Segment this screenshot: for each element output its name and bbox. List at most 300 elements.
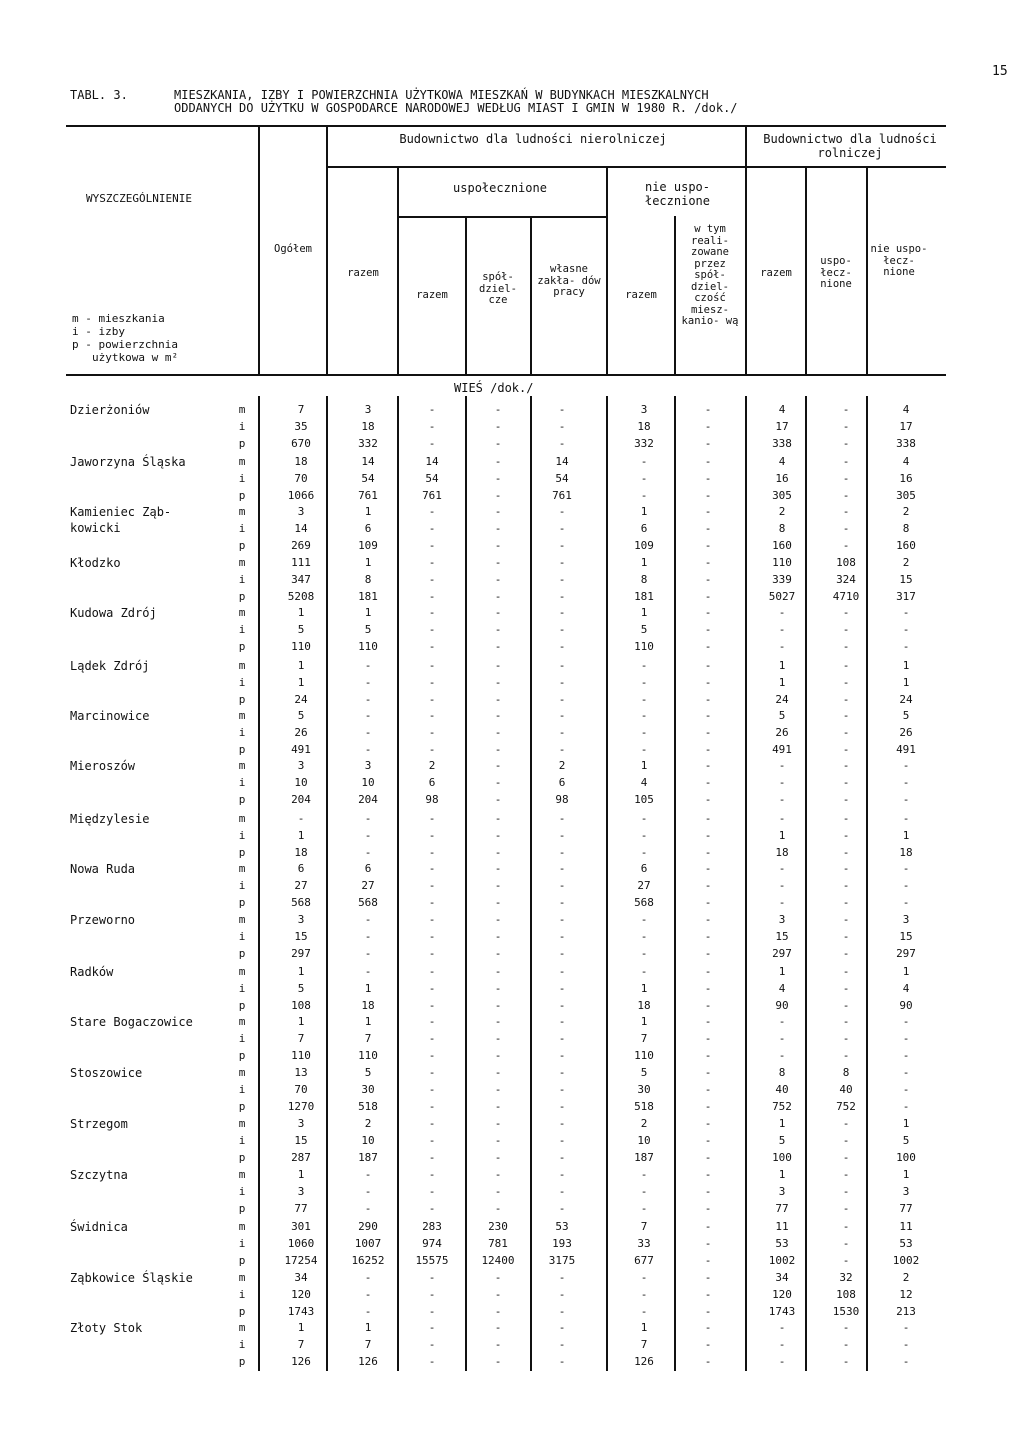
table-cell: - <box>704 709 712 722</box>
table-cell: - <box>494 775 502 789</box>
table-cell: - <box>428 913 436 926</box>
table-cell: - <box>902 1015 910 1028</box>
table-cell: 181 <box>634 589 654 603</box>
table-cell: - <box>842 538 850 552</box>
table-cell: - <box>364 725 372 739</box>
table-cell: 7 <box>640 1220 648 1233</box>
area-name: Stare Bogaczowice <box>70 1015 193 1029</box>
table-cell: - <box>558 1201 566 1215</box>
legend-p: p - powierzchnia <box>72 338 178 351</box>
table-cell: 204 <box>358 792 378 806</box>
table-cell: 2 <box>902 505 910 518</box>
row-code: i <box>238 878 246 892</box>
table-cell: 54 <box>555 471 569 485</box>
table-cell: - <box>494 1321 502 1334</box>
area-name: Dzierżoniów <box>70 403 150 417</box>
table-cell: - <box>842 692 850 706</box>
table-cell: 6 <box>428 775 436 789</box>
row-code: i <box>238 471 246 485</box>
table-cell: - <box>428 725 436 739</box>
table-cell: 53 <box>775 1236 789 1250</box>
row-code: i <box>238 1133 246 1147</box>
table-cell: 2 <box>778 505 786 518</box>
table-cell: - <box>428 436 436 450</box>
table-cell: - <box>494 998 502 1012</box>
table-cell: - <box>494 1168 502 1181</box>
table-cell: - <box>428 589 436 603</box>
table-cell: 1 <box>297 1168 305 1181</box>
table-cell: - <box>778 1048 786 1062</box>
table-cell: - <box>842 878 850 892</box>
table-cell: 1 <box>297 1015 305 1028</box>
table-cell: 120 <box>772 1287 792 1301</box>
table-cell: - <box>428 895 436 909</box>
table-cell: - <box>428 1150 436 1164</box>
row-code: m <box>238 709 246 722</box>
table-cell: 7 <box>297 1031 305 1045</box>
table-cell: 1 <box>778 828 786 842</box>
table-cell: - <box>902 639 910 653</box>
table-cell: - <box>558 403 566 416</box>
table-cell: 1 <box>364 505 372 518</box>
table-cell: - <box>428 521 436 535</box>
table-cell: - <box>558 1304 566 1318</box>
table-cell: - <box>902 1066 910 1079</box>
table-cell: - <box>778 812 786 825</box>
row-code: p <box>238 742 246 756</box>
row-code: p <box>238 946 246 960</box>
table-cell: 1 <box>778 675 786 689</box>
table-cell: - <box>704 1066 712 1079</box>
table-cell: - <box>842 622 850 636</box>
table-cell: 6 <box>364 862 372 875</box>
table-cell: - <box>494 455 502 468</box>
col-header-w-tym: w tym reali- zowane przez spół- dziel- czość miesz- kanio- wą <box>681 223 739 327</box>
table-cell: - <box>364 659 372 672</box>
table-cell: 15 <box>775 929 789 943</box>
col-header-ogolem: Ogółem <box>274 243 312 255</box>
table-cell: 14 <box>425 455 439 468</box>
area-name: Międzylesie <box>70 812 150 826</box>
table-cell: - <box>364 1201 372 1215</box>
table-cell: - <box>428 1082 436 1096</box>
row-code: m <box>238 965 246 978</box>
table-cell: - <box>842 455 850 468</box>
table-cell: - <box>842 1133 850 1147</box>
table-cell: 230 <box>488 1220 508 1233</box>
row-code: p <box>238 589 246 603</box>
table-cell: 32 <box>839 1271 853 1284</box>
table-cell: - <box>778 1031 786 1045</box>
row-code: i <box>238 1082 246 1096</box>
table-cell: 70 <box>294 1082 308 1096</box>
table-cell: 18 <box>294 845 308 859</box>
table-cell: - <box>558 622 566 636</box>
table-cell: 53 <box>899 1236 913 1250</box>
table-cell: 18 <box>637 998 651 1012</box>
table-cell: - <box>364 692 372 706</box>
table-cell: 13 <box>294 1066 308 1079</box>
table-cell: - <box>558 845 566 859</box>
table-cell: - <box>704 946 712 960</box>
table-cell: 1743 <box>768 1304 796 1318</box>
table-cell: - <box>704 1099 712 1113</box>
table-cell: 518 <box>358 1099 378 1113</box>
table-cell: - <box>494 1287 502 1301</box>
table-cell: - <box>494 1354 502 1368</box>
table-cell: - <box>902 1354 910 1368</box>
table-cell: 8 <box>778 521 786 535</box>
table-cell: 305 <box>896 488 916 502</box>
table-cell: 1 <box>640 1321 648 1334</box>
table-cell: - <box>640 709 648 722</box>
table-cell: - <box>494 1099 502 1113</box>
table-cell: - <box>494 436 502 450</box>
table-cell: 18 <box>294 455 308 468</box>
table-cell: 7 <box>297 403 305 416</box>
table-cell: - <box>640 692 648 706</box>
table-cell: 204 <box>291 792 311 806</box>
nierolnicza-underline <box>327 166 745 168</box>
table-cell: 105 <box>634 792 654 806</box>
table-cell: 338 <box>772 436 792 450</box>
table-cell: 290 <box>358 1220 378 1233</box>
table-cell: - <box>704 1236 712 1250</box>
table-cell: - <box>842 1031 850 1045</box>
table-cell: - <box>558 1150 566 1164</box>
table-cell: 26 <box>899 725 913 739</box>
row-code: i <box>238 1184 246 1198</box>
table-cell: - <box>842 1150 850 1164</box>
row-code: p <box>238 792 246 806</box>
table-cell: - <box>704 775 712 789</box>
table-cell: 160 <box>896 538 916 552</box>
body-vline <box>674 396 676 1371</box>
table-cell: - <box>494 538 502 552</box>
table-cell: 1 <box>902 675 910 689</box>
table-cell: 40 <box>775 1082 789 1096</box>
rolnicza-underline <box>747 166 946 168</box>
col-header-razem-rol: razem <box>760 267 792 279</box>
table-cell: - <box>364 709 372 722</box>
table-cell: - <box>842 1337 850 1351</box>
row-code: m <box>238 556 246 569</box>
table-cell: - <box>428 1015 436 1028</box>
table-cell: 108 <box>836 556 856 569</box>
table-cell: - <box>902 862 910 875</box>
table-cell: - <box>704 1133 712 1147</box>
table-cell: 1 <box>778 659 786 672</box>
table-cell: - <box>842 862 850 875</box>
table-cell: - <box>558 1133 566 1147</box>
table-cell: - <box>494 862 502 875</box>
table-cell: - <box>558 946 566 960</box>
table-cell: 3175 <box>548 1253 576 1267</box>
table-cell: 1 <box>640 1015 648 1028</box>
table-cell: 98 <box>425 792 439 806</box>
row-code: p <box>238 692 246 706</box>
row-code: i <box>238 521 246 535</box>
table-cell: 1060 <box>287 1236 315 1250</box>
table-cell: - <box>704 1271 712 1284</box>
col-header-razem-nieuspol: razem <box>625 289 657 301</box>
table-cell: - <box>428 1201 436 1215</box>
table-cell: - <box>704 1321 712 1334</box>
table-cell: 2 <box>640 1117 648 1130</box>
table-cell: - <box>428 1321 436 1334</box>
table-cell: - <box>364 1168 372 1181</box>
table-cell: 14 <box>294 521 308 535</box>
table-cell: - <box>558 862 566 875</box>
table-cell: - <box>494 1031 502 1045</box>
table-cell: - <box>558 1184 566 1198</box>
table-cell: 7 <box>640 1031 648 1045</box>
table-title-line2: ODDANYCH DO UŻYTKU W GOSPODARCE NARODOWEJ WEDŁUG MIAST I GMIN W 1980 R. /dok./ <box>174 101 738 115</box>
row-code: m <box>238 606 246 619</box>
table-cell: - <box>364 929 372 943</box>
table-cell: 283 <box>422 1220 442 1233</box>
table-cell: 568 <box>291 895 311 909</box>
table-cell: 33 <box>637 1236 651 1250</box>
table-cell: - <box>704 488 712 502</box>
table-cell: - <box>902 606 910 619</box>
table-cell: - <box>494 622 502 636</box>
table-cell: 1 <box>640 606 648 619</box>
table-cell: 1 <box>902 965 910 978</box>
area-name: Stoszowice <box>70 1066 143 1080</box>
table-cell: - <box>494 742 502 756</box>
table-cell: - <box>428 1031 436 1045</box>
table-cell: - <box>428 692 436 706</box>
table-cell: 120 <box>291 1287 311 1301</box>
table-cell: - <box>494 895 502 909</box>
table-cell: 1743 <box>287 1304 315 1318</box>
table-cell: - <box>842 606 850 619</box>
table-cell: - <box>494 505 502 518</box>
table-cell: - <box>428 622 436 636</box>
table-cell: 3 <box>297 1117 305 1130</box>
table-cell: - <box>704 521 712 535</box>
table-cell: - <box>778 895 786 909</box>
table-cell: - <box>428 981 436 995</box>
table-cell: - <box>640 845 648 859</box>
table-cell: - <box>558 556 566 569</box>
table-cell: - <box>558 521 566 535</box>
table-cell: 287 <box>291 1150 311 1164</box>
table-cell: 126 <box>358 1354 378 1368</box>
table-cell: 3 <box>902 1184 910 1198</box>
area-name: Marcinowice <box>70 709 150 723</box>
table-cell: - <box>364 845 372 859</box>
table-cell: - <box>558 1117 566 1130</box>
table-cell: - <box>842 965 850 978</box>
col-header-razem-uspol: razem <box>416 289 448 301</box>
table-cell: 1 <box>640 981 648 995</box>
table-cell: 10 <box>361 1133 375 1147</box>
table-cell: 16 <box>899 471 913 485</box>
table-cell: 160 <box>772 538 792 552</box>
table-cell: - <box>558 742 566 756</box>
row-code: m <box>238 1066 246 1079</box>
table-cell: - <box>704 436 712 450</box>
table-cell: - <box>494 419 502 433</box>
table-cell: - <box>494 589 502 603</box>
row-code: m <box>238 403 246 416</box>
table-cell: - <box>364 1184 372 1198</box>
table-cell: - <box>558 1066 566 1079</box>
table-cell: - <box>364 812 372 825</box>
table-cell: - <box>704 1220 712 1233</box>
table-cell: - <box>778 878 786 892</box>
table-cell: - <box>704 981 712 995</box>
table-cell: 4 <box>902 981 910 995</box>
table-cell: - <box>428 742 436 756</box>
table-cell: 17 <box>899 419 913 433</box>
table-cell: - <box>704 1015 712 1028</box>
table-cell: - <box>704 725 712 739</box>
table-cell: 2 <box>364 1117 372 1130</box>
table-cell: 11 <box>899 1220 913 1233</box>
table-cell: - <box>494 521 502 535</box>
table-cell: - <box>428 1133 436 1147</box>
table-cell: 1 <box>364 1015 372 1028</box>
table-cell: 16 <box>775 471 789 485</box>
table-cell: 90 <box>775 998 789 1012</box>
table-cell: - <box>842 929 850 943</box>
table-cell: 8 <box>640 572 648 586</box>
table-cell: - <box>902 792 910 806</box>
row-code: i <box>238 622 246 636</box>
table-cell: 18 <box>899 845 913 859</box>
table-cell: 1002 <box>768 1253 796 1267</box>
table-cell: - <box>842 521 850 535</box>
body-vline <box>606 396 608 1371</box>
table-cell: 3 <box>297 1184 305 1198</box>
table-cell: 1 <box>297 659 305 672</box>
table-cell: 305 <box>772 488 792 502</box>
table-cell: - <box>704 403 712 416</box>
table-cell: 4 <box>902 455 910 468</box>
table-cell: - <box>428 709 436 722</box>
row-code: i <box>238 929 246 943</box>
header-nierolnicza: Budownictwo dla ludności nierolniczej <box>399 132 667 146</box>
header-vline <box>465 216 467 375</box>
table-cell: - <box>494 606 502 619</box>
table-cell: - <box>704 471 712 485</box>
table-cell: - <box>494 1117 502 1130</box>
table-cell: - <box>640 455 648 468</box>
row-code: p <box>238 845 246 859</box>
table-cell: 1 <box>297 675 305 689</box>
header-uspolecznione: uspołecznione <box>453 181 547 195</box>
table-cell: - <box>494 725 502 739</box>
table-cell: 15575 <box>415 1253 449 1267</box>
table-cell: - <box>704 895 712 909</box>
table-cell: 324 <box>836 572 856 586</box>
table-cell: - <box>842 488 850 502</box>
table-cell: 18 <box>637 419 651 433</box>
table-cell: 7 <box>640 1337 648 1351</box>
table-cell: - <box>640 1201 648 1215</box>
table-cell: 301 <box>291 1220 311 1233</box>
table-cell: - <box>558 1271 566 1284</box>
row-code: p <box>238 1099 246 1113</box>
table-cell: - <box>842 913 850 926</box>
table-cell: 5 <box>902 1133 910 1147</box>
table-cell: 14 <box>361 455 375 468</box>
table-cell: - <box>558 1337 566 1351</box>
table-cell: - <box>778 759 786 772</box>
table-cell: 27 <box>294 878 308 892</box>
table-cell: - <box>364 1287 372 1301</box>
table-cell: - <box>842 812 850 825</box>
row-code: i <box>238 1337 246 1351</box>
table-cell: 1007 <box>354 1236 382 1250</box>
row-code: m <box>238 862 246 875</box>
table-cell: - <box>558 606 566 619</box>
header-vline <box>258 125 260 375</box>
table-cell: - <box>842 1253 850 1267</box>
table-cell: - <box>428 1099 436 1113</box>
table-cell: 1 <box>902 1168 910 1181</box>
area-name: Lądek Zdrój <box>70 659 150 673</box>
table-cell: 70 <box>294 471 308 485</box>
table-cell: 5 <box>364 1066 372 1079</box>
table-cell: - <box>704 455 712 468</box>
table-cell: - <box>842 1168 850 1181</box>
table-cell: - <box>494 403 502 416</box>
table-cell: - <box>640 471 648 485</box>
table-cell: 30 <box>637 1082 651 1096</box>
table-cell: - <box>558 725 566 739</box>
table-cell: - <box>428 1048 436 1062</box>
table-cell: 761 <box>422 488 442 502</box>
table-cell: 108 <box>836 1287 856 1301</box>
table-cell: - <box>428 572 436 586</box>
table-cell: - <box>494 1184 502 1198</box>
table-cell: - <box>494 946 502 960</box>
table-cell: 7 <box>364 1031 372 1045</box>
table-cell: 4 <box>902 403 910 416</box>
table-cell: - <box>842 1117 850 1130</box>
table-cell: - <box>704 1048 712 1062</box>
table-cell: 98 <box>555 792 569 806</box>
legend-i: i - izby <box>72 325 125 338</box>
table-cell: 110 <box>291 639 311 653</box>
table-cell: - <box>704 538 712 552</box>
row-code: m <box>238 913 246 926</box>
table-cell: - <box>494 1082 502 1096</box>
table-cell: 8 <box>364 572 372 586</box>
table-cell: - <box>640 1304 648 1318</box>
table-cell: - <box>842 1048 850 1062</box>
table-cell: 752 <box>836 1099 856 1113</box>
row-code: p <box>238 895 246 909</box>
row-code: m <box>238 505 246 518</box>
table-cell: - <box>428 1117 436 1130</box>
table-cell: 12400 <box>481 1253 515 1267</box>
table-cell: - <box>494 572 502 586</box>
table-cell: - <box>428 812 436 825</box>
table-cell: - <box>842 436 850 450</box>
table-cell: 6 <box>640 862 648 875</box>
table-cell: - <box>778 1321 786 1334</box>
table-cell: - <box>704 1031 712 1045</box>
table-cell: - <box>842 845 850 859</box>
table-cell: - <box>428 845 436 859</box>
table-cell: - <box>558 828 566 842</box>
table-cell: - <box>494 709 502 722</box>
